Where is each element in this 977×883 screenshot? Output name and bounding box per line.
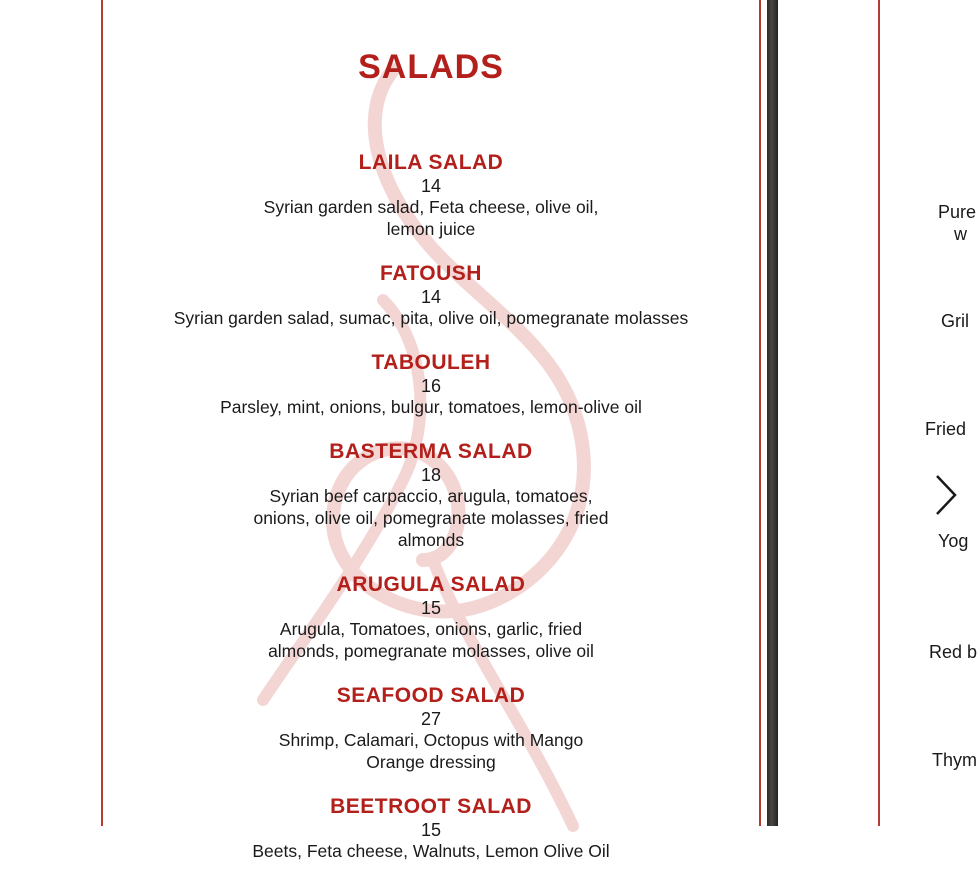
item-price: 14: [420, 176, 442, 196]
menu-page-next: [878, 0, 967, 826]
item-name: ARUGULA SALAD: [336, 573, 526, 596]
next-page-text: Yog: [938, 531, 969, 551]
item-description: Shrimp, Calamari, Octopus with Mango Orange dressing: [278, 730, 584, 772]
section-title: SALADS: [358, 48, 504, 86]
item-name: BEETROOT SALAD: [330, 795, 532, 818]
menu-item: [103, 350, 759, 418]
next-page-text: Gril: [941, 311, 969, 331]
next-page-text: Fried: [925, 419, 967, 439]
item-price: 14: [420, 287, 442, 307]
next-page-text: w: [954, 224, 967, 244]
menu-item: [103, 261, 759, 329]
menu-item: [103, 150, 759, 240]
menu-items-list: [103, 150, 759, 883]
next-page-text: Red b: [929, 642, 977, 662]
item-description: Arugula, Tomatoes, onions, garlic, fried almonds, pomegranate molasses, olive oil: [268, 619, 594, 661]
item-price: 15: [420, 598, 442, 618]
chevron-right-icon[interactable]: [934, 474, 958, 516]
book-gutter: [767, 0, 778, 826]
item-price: 27: [420, 709, 442, 729]
item-name: FATOUSH: [380, 262, 482, 285]
item-name: SEAFOOD SALAD: [336, 684, 526, 707]
next-page-text: Thym: [932, 750, 977, 770]
item-description: Syrian beef carpaccio, arugula, tomatoes, onions, olive oil, pomegranate molasses, fried almonds: [253, 486, 609, 550]
item-price: 16: [420, 376, 442, 396]
menu-page-salads: [101, 0, 761, 861]
item-description: Parsley, mint, onions, bulgur, tomatoes, lemon-olive oil: [220, 397, 642, 417]
item-name: LAILA SALAD: [358, 151, 504, 174]
next-page-text: Pure: [938, 202, 977, 222]
item-name: BASTERMA SALAD: [329, 440, 533, 463]
item-name: TABOULEH: [371, 351, 491, 374]
item-description: Syrian garden salad, Feta cheese, olive oil, lemon juice: [263, 197, 599, 239]
item-description: Syrian garden salad, sumac, pita, olive oil, pomegranate molasses: [173, 308, 689, 328]
menu-item: [103, 794, 759, 862]
menu-item: [103, 683, 759, 773]
item-price: 18: [420, 465, 442, 485]
menu-item: [103, 572, 759, 662]
item-price: 15: [420, 820, 442, 840]
item-description: Beets, Feta cheese, Walnuts, Lemon Olive Oil: [252, 841, 610, 861]
menu-item: [103, 439, 759, 551]
